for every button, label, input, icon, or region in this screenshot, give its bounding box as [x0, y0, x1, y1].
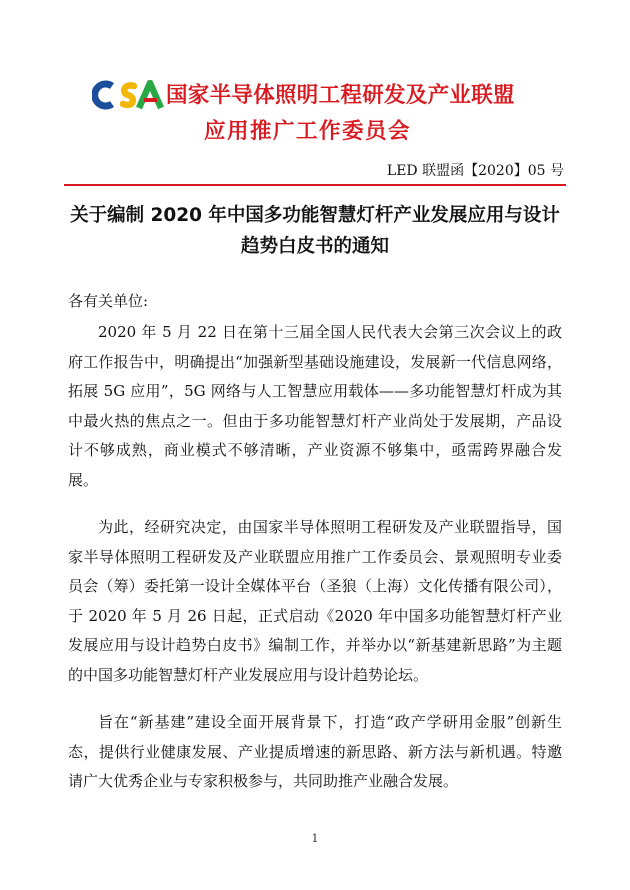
body-paragraph: 2020 年 5 月 22 日在第十三届全国人民代表大会第三次会议上的政府工作报告中，明确提出“加强新型基础设施建设，发展新一代信息网络，拓展 5G 应用”，5G 网络与人工智慧应用载体——多功能智慧灯杆成为其中最火热的焦点之一。但由于多功能智慧灯杆产业尚处于发展期，产品设计不够成熟，商业模式不够清晰，产业资源不够集中，亟需跨界融合发展。 — [68, 323, 562, 489]
salutation: 各有关单位: — [68, 292, 149, 310]
org-name-line1: 国家半导体照明工程研发及产业联盟 — [166, 83, 515, 108]
document-number: LED 联盟函【2020】05 号 — [386, 163, 564, 179]
document-title — [60, 200, 570, 262]
page-number: 1 — [311, 832, 319, 845]
title-line2: 趋势白皮书的通知 — [240, 236, 389, 257]
body-paragraph: 为此，经研究决定，由国家半导体照明工程研发及产业联盟指导，国家半导体照明工程研发及产业联盟应用推广工作委员会、景观照明专业委员会（筹）委托第一设计全媒体平台（圣狼（上海）文化传播有限公司），于 2020 年 5 月 26 日起，正式启动《2020 年中国多功能智慧灯杆产业发展应用与设计趋势白皮书》编制工作，并举办以“新基建新思路”为主题的中国多功能智慧灯杆产业发展应用与设计趋势论坛。 — [68, 518, 562, 684]
letterhead — [92, 78, 562, 148]
body-paragraph: 旨在“新基建”建设全面开展背景下，打造“政产学研用金服”创新生态，提供行业健康发展、产业提质增速的新思路、新方法与新机遇。特邀请广大优秀企业与专家积极参与，共同助推产业融合发展。 — [68, 713, 562, 790]
csa-logo — [92, 80, 166, 110]
title-line1: 关于编制 2020 年中国多功能智慧灯杆产业发展应用与设计 — [70, 205, 560, 226]
header-divider — [64, 184, 566, 186]
org-name-line2: 应用推广工作委员会 — [204, 119, 412, 144]
